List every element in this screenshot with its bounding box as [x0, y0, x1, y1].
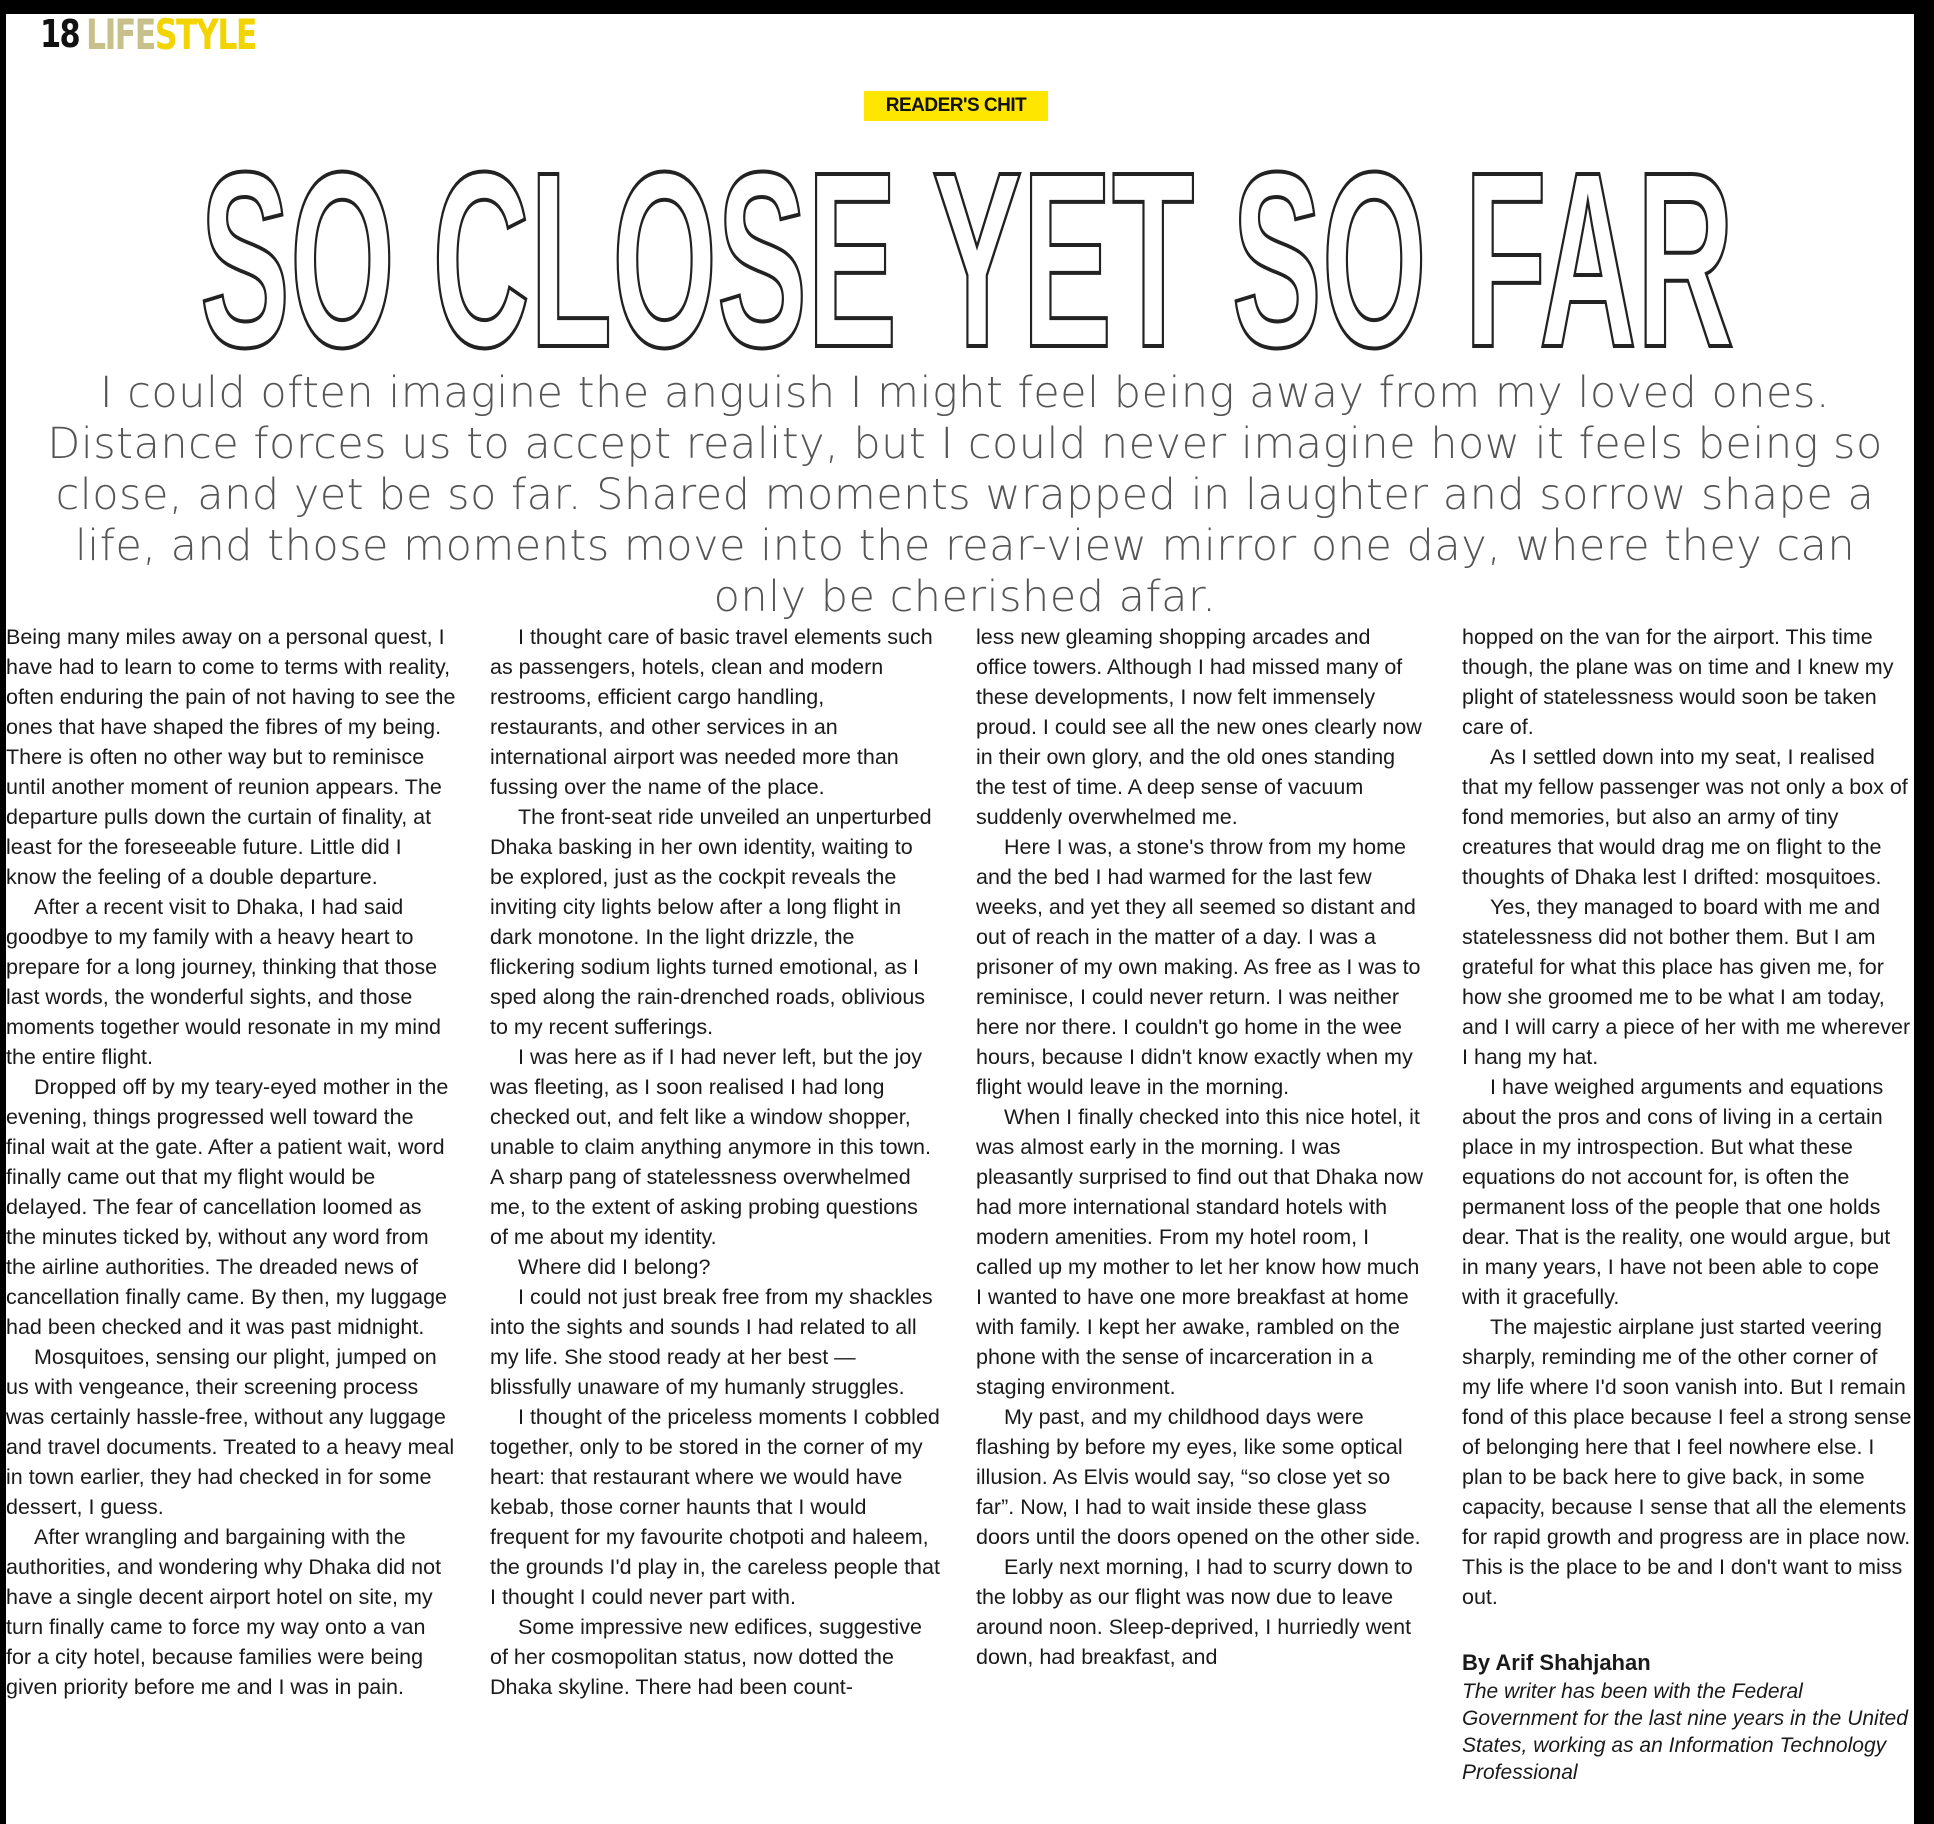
paragraph: Dropped off by my teary-eyed mother in the evening, things progressed well toward the final wait at the gate. After a patient wait, word finally came out that my flight would be delayed. The fear of cancellation loomed as the minutes ticked by, without any word from the airline authorities. The dreaded news of cancellation finally came. By then, my luggage had been checked and it was past midnight. [6, 1075, 449, 1339]
headline-text: SO CLOSE YET SO FAR [200, 150, 1734, 380]
paragraph: less new gleaming shopping arcades and office towers. Although I had missed many of these developments, I now felt immensely proud. I could see all the new ones clearly now in their own glory, and the old ones standing the test of time. A deep sense of vacuum suddenly overwhelmed me. [976, 625, 1422, 829]
headline-svg [200, 150, 1734, 380]
paragraph: After wrangling and bargaining with the authorities, and wondering why Dhaka did not have a single decent airport hotel on site, my turn finally came to force my way onto a van for a city hotel, because families were being given priority before me and I was in pain. [6, 1525, 442, 1699]
paragraph: Yes, they managed to board with me and statelessness did not bother them. But I am grateful for what this place has given me, for how she groomed me to be what I am today, and I will carry a piece of her with me wherever I hang my hat. [1462, 895, 1911, 1069]
article-column-4 [1462, 622, 1912, 1786]
paragraph: Early next morning, I had to scurry down to the lobby as our flight was now due to leave around noon. Sleep-deprived, I hurriedly went down, had breakfast, and [976, 1555, 1413, 1669]
section-header [86, 10, 256, 59]
paragraph: I could not just break free from my shackles into the sights and sounds I had related to all my life. She stood ready at her best — blissfully unaware of my humanly struggles. [490, 1285, 933, 1399]
page-number: 18 [40, 12, 80, 56]
paragraph: As I settled down into my seat, I realised that my fellow passenger was not only a box of fond memories, but also an army of tiny creatures that would drag me on flight to the thoughts of Dhaka lest I drifted: mosquitoes. [1462, 745, 1908, 889]
kicker-label: READER'S CHIT [864, 91, 1048, 121]
paragraph: I have weighed arguments and equations about the pros and cons of living in a certain place in my introspection. But what these equations do not account for, is often the permanent loss of the people that one holds dear. That is the reality, one would argue, but in many years, I have not been able to cope with it gracefully. [1462, 1075, 1891, 1309]
paragraph: I thought care of basic travel elements such as passengers, hotels, clean and modern restrooms, efficient cargo handling, restaurants, and other services in an international airport was needed more than fussing over the name of the place. [490, 625, 933, 799]
section-word-style: STYLE [154, 10, 256, 59]
paragraph: Where did I belong? [518, 1255, 711, 1279]
standfirst: I could often imagine the anguish I might feel being away from my loved ones. Distance forces us to accept reality, but I could never imagine how it feels being so close, and yet be so far. Shared moments wrapped in laughter and sorrow shape a life, and those moments move into the rear-view mirror one day, where they can only be cherished afar. [47, 368, 1883, 622]
author-byline: By Arif Shahjahan [1462, 1650, 1651, 1675]
paragraph: Mosquitoes, sensing our plight, jumped on us with vengeance, their screening process was certainly hassle-free, without any luggage and travel documents. Treated to a heavy meal in town earlier, they had checked in for some dessert, I guess. [6, 1345, 455, 1519]
paragraph: Being many miles away on a personal quest, I have had to learn to come to terms with reality, often enduring the pain of not having to see the ones that have shaped the fibres of my being. There is often no other way but to reminisce until another moment of reunion appears. The departure pulls down the curtain of finality, at least for the foreseeable future. Little did I know the feeling of a double departure. [6, 625, 456, 889]
article-column-3 [976, 622, 1426, 1672]
headline [200, 150, 1734, 380]
section-word-life: LIFE [86, 10, 155, 59]
paragraph: hopped on the van for the airport. This time though, the plane was on time and I knew my plight of statelessness would soon be taken care of. [1462, 625, 1894, 739]
paragraph: The majestic airplane just started veering sharply, reminding me of the other corner of my life where I'd soon vanish into. But I remain fond of this place because I feel a strong sense of belonging here that I feel nowhere else. I plan to be back here to give back, in some capacity, because I sense that all the elements for rapid growth and progress are in place now. This is the place to be and I don't want to miss out. [1462, 1315, 1912, 1609]
paragraph: I thought of the priceless moments I cobbled together, only to be stored in the corner of my heart: that restaurant where we would have kebab, those corner haunts that I would frequent for my favourite chotpoti and haleem, the grounds I'd play in, the careless people that I thought I could never part with. [490, 1405, 940, 1609]
paragraph: After a recent visit to Dhaka, I had said goodbye to my family with a heavy heart to prepare for a long journey, thinking that those last words, the wonderful sights, and those moments together would resonate in my mind the entire flight. [6, 895, 441, 1069]
article-column-1 [6, 622, 456, 1702]
paragraph: When I finally checked into this nice hotel, it was almost early in the morning. I was pleasantly surprised to find out that Dhaka now had more international standard hotels with modern amenities. From my hotel room, I called up my mother to let her know how much I wanted to have one more breakfast at home with family. I kept her awake, rambled on the phone with the sense of incarceration in a staging environment. [976, 1105, 1423, 1399]
paragraph: I was here as if I had never left, but the joy was fleeting, as I soon realised I had long checked out, and felt like a window shopper, unable to claim anything anymore in this town. A sharp pang of statelessness overwhelmed me, to the extent of asking probing questions of me about my identity. [490, 1045, 931, 1249]
article-column-2 [490, 622, 940, 1702]
paragraph: Some impressive new edifices, suggestive of her cosmopolitan status, now dotted the Dhaka skyline. There had been count- [490, 1615, 922, 1699]
author-bio: The writer has been with the Federal Government for the last nine years in the United States, working as an Information Technology Professional [1462, 1680, 1908, 1784]
paragraph: The front-seat ride unveiled an unperturbed Dhaka basking in her own identity, waiting to be explored, just as the cockpit reveals the inviting city lights below after a long flight in dark monotone. In the light drizzle, the flickering sodium lights turned emotional, as I sped along the rain-drenched roads, oblivious to my recent sufferings. [490, 805, 932, 1039]
paragraph: Here I was, a stone's throw from my home and the bed I had warmed for the last few weeks, and yet they all seemed so distant and out of reach in the matter of a day. I was a prisoner of my own making. As free as I was to reminisce, I could never return. I was neither here nor there. I couldn't go home in the wee hours, because I didn't know exactly when my flight would leave in the morning. [976, 835, 1421, 1099]
paragraph: My past, and my childhood days were flashing by before my eyes, like some optical illusion. As Elvis would say, “so close yet so far”. Now, I had to wait inside these glass doors until the doors opened on the other side. [976, 1405, 1421, 1549]
